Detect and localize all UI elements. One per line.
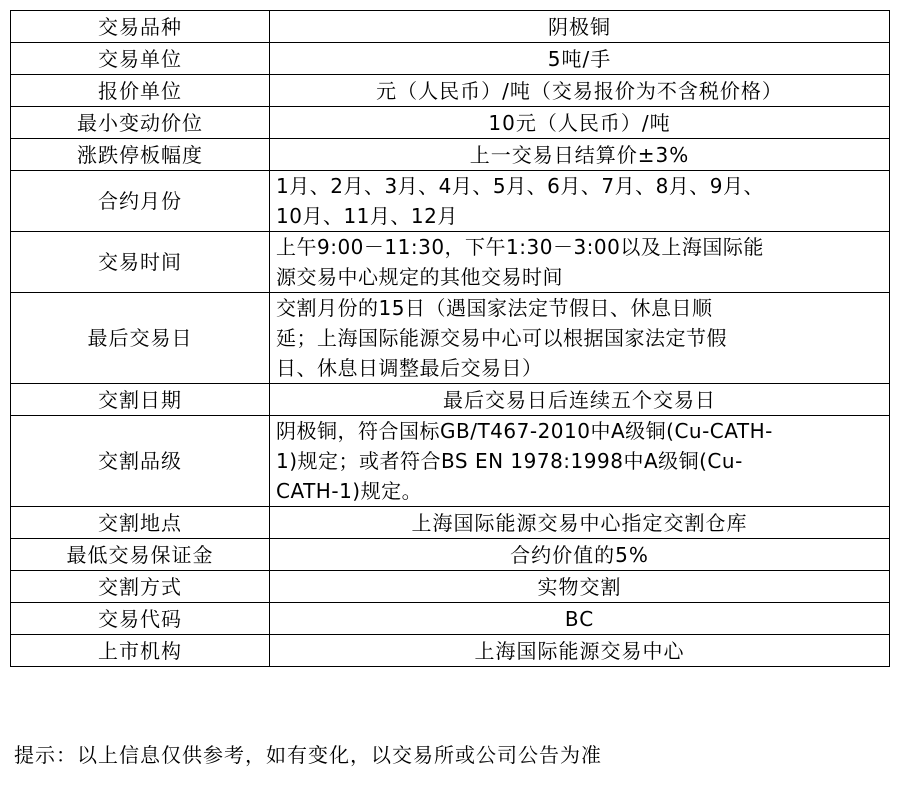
row-value-line: 1月、2月、3月、4月、5月、6月、7月、8月、9月、 (276, 174, 765, 198)
table-row (11, 232, 890, 293)
row-label: 交易单位 (11, 43, 270, 75)
row-value-line: 源交易中心规定的其他交易时间 (276, 265, 563, 289)
row-label: 交易时间 (11, 232, 270, 293)
row-value: 合约价值的5% (270, 539, 890, 571)
row-label: 合约月份 (11, 171, 270, 232)
row-label: 最后交易日 (11, 293, 270, 384)
row-value: 上一交易日结算价±3% (270, 139, 890, 171)
row-value: 上海国际能源交易中心指定交割仓库 (270, 507, 890, 539)
row-value-line: 1)规定；或者符合BS EN 1978:1998中A级铜(Cu- (276, 449, 743, 473)
row-label: 最低交易保证金 (11, 539, 270, 571)
row-value: 5吨/手 (270, 43, 890, 75)
table-row (11, 635, 890, 667)
row-value: 阴极铜 (270, 11, 890, 43)
row-label: 上市机构 (11, 635, 270, 667)
row-value-line: 交割月份的15日（遇国家法定节假日、休息日顺 (276, 296, 713, 320)
table-row (11, 107, 890, 139)
row-label: 交割日期 (11, 384, 270, 416)
row-label: 交易代码 (11, 603, 270, 635)
row-value (270, 416, 890, 507)
table-row (11, 571, 890, 603)
row-value (270, 171, 890, 232)
row-value (270, 293, 890, 384)
table-row (11, 75, 890, 107)
table-row (11, 139, 890, 171)
contract-spec-table (10, 10, 890, 667)
row-value: 元（人民币）/吨（交易报价为不含税价格） (270, 75, 890, 107)
row-label: 报价单位 (11, 75, 270, 107)
row-value: 上海国际能源交易中心 (270, 635, 890, 667)
row-label: 交割品级 (11, 416, 270, 507)
table-row (11, 11, 890, 43)
row-value: 实物交割 (270, 571, 890, 603)
row-label: 涨跌停板幅度 (11, 139, 270, 171)
row-value-line: 日、休息日调整最后交易日） (276, 356, 543, 380)
row-value-line: CATH-1)规定。 (276, 479, 423, 503)
table-row (11, 293, 890, 384)
table-row (11, 384, 890, 416)
row-value-line: 延；上海国际能源交易中心可以根据国家法定节假 (276, 326, 727, 350)
row-label: 交割地点 (11, 507, 270, 539)
row-label: 交易品种 (11, 11, 270, 43)
row-label: 最小变动价位 (11, 107, 270, 139)
row-value-line: 10月、11月、12月 (276, 204, 458, 228)
row-value-line: 上午9:00－11:30，下午1:30－3:00以及上海国际能 (276, 235, 764, 259)
table-row (11, 171, 890, 232)
row-value: 最后交易日后连续五个交易日 (270, 384, 890, 416)
disclaimer-note: 提示：以上信息仅供参考，如有变化，以交易所或公司公告为准 (14, 743, 602, 767)
table-row (11, 539, 890, 571)
row-value: 10元（人民币）/吨 (270, 107, 890, 139)
row-label: 交割方式 (11, 571, 270, 603)
table-row (11, 43, 890, 75)
row-value-line: 阴极铜，符合国标GB/T467-2010中A级铜(Cu-CATH- (276, 419, 773, 443)
table-row (11, 416, 890, 507)
row-value: BC (270, 603, 890, 635)
row-value (270, 232, 890, 293)
table-row (11, 603, 890, 635)
table-row (11, 507, 890, 539)
